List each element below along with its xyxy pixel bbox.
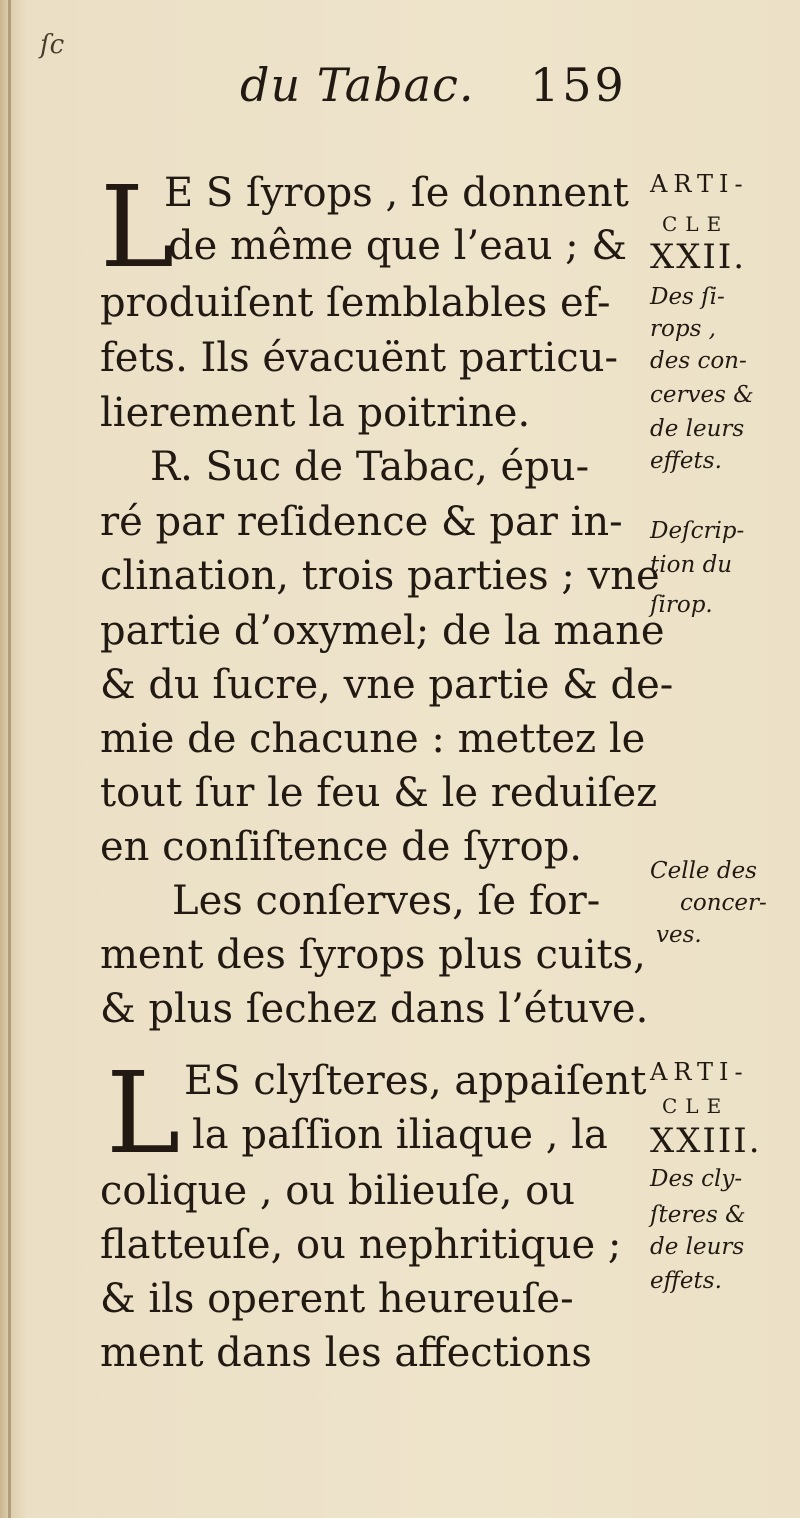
article-22-margin <box>650 170 800 950</box>
text-line: en conſiſtence de ſyrop. <box>100 824 583 870</box>
margin-note-line: Celle des <box>650 858 757 884</box>
article-23-text <box>100 1049 647 1386</box>
drop-cap: L <box>100 163 175 293</box>
text-line: la paſſion iliaque , la <box>192 1112 608 1158</box>
margin-note-line: cerves & <box>650 382 754 408</box>
margin-note-line: de leurs <box>650 416 745 442</box>
text-line: clination, trois parties ; vne <box>100 553 660 599</box>
text-line: mie de chacune : mettez le <box>100 716 646 762</box>
corner-mark: ſc <box>40 30 65 60</box>
text-line: ES clyſteres, appaiſent <box>184 1058 647 1104</box>
article-23-margin <box>650 1058 800 1318</box>
page-number: 159 <box>530 58 627 112</box>
margin-note-line: effets. <box>650 448 722 474</box>
text-line: ment dans les affections <box>100 1330 592 1376</box>
margin-note-line: Des cly- <box>650 1166 743 1192</box>
page-header <box>240 58 640 118</box>
margin-note-line: ſirop. <box>650 592 713 618</box>
margin-note-line: Deſcrip- <box>650 518 745 544</box>
margin-note-line: ves. <box>656 922 702 948</box>
text-line: de même que l’eau ; & <box>168 223 627 269</box>
article-cle: CLE <box>662 212 730 236</box>
text-line: & ils operent heureuſe- <box>100 1276 574 1322</box>
text-line: tout ſur le feu & le reduiſez <box>100 770 658 816</box>
text-line: colique , ou bilieuſe, ou <box>100 1168 575 1214</box>
text-line: lierement la poitrine. <box>100 390 531 436</box>
margin-note-line: rops , <box>650 316 716 342</box>
text-line: produiſent ſemblables ef- <box>100 280 611 326</box>
text-line: fets. Ils évacuënt particu- <box>100 335 618 381</box>
text-line: flatteuſe, ou nephritique ; <box>100 1222 622 1268</box>
text-line: Les conſerves, ſe for- <box>172 878 601 924</box>
margin-note-line: Des ſi- <box>650 284 725 310</box>
text-line: ré par reſidence & par in- <box>100 499 623 545</box>
text-line: R. Suc de Tabac, épu- <box>150 444 590 490</box>
text-line: ment des ſyrops plus cuits, <box>100 932 646 978</box>
article-cle: CLE <box>662 1094 730 1118</box>
margin-note-line: concer- <box>680 890 767 916</box>
text-line: & du ſucre, vne partie & de- <box>100 662 674 708</box>
margin-note-line: ſteres & <box>650 1202 746 1228</box>
text-line: & plus ſechez dans l’étuve. <box>100 986 649 1032</box>
margin-note-line: des con- <box>650 348 747 374</box>
article-number: XXII. <box>650 237 747 277</box>
article-label: ARTI- <box>650 170 749 198</box>
text-line: E S ſyrops , ſe donnent <box>164 170 629 216</box>
margin-note-line: tion du <box>650 552 733 578</box>
margin-note-line: effets. <box>650 1268 722 1294</box>
running-title: du Tabac. <box>240 58 475 112</box>
gutter-edge <box>8 0 11 1518</box>
article-22-text <box>100 163 674 1032</box>
text-line: partie d’oxymel; de la mane <box>100 608 665 654</box>
article-label: ARTI- <box>650 1058 749 1086</box>
article-number: XXIII. <box>650 1121 762 1161</box>
drop-cap: L <box>106 1049 181 1179</box>
margin-note-line: de leurs <box>650 1234 745 1260</box>
